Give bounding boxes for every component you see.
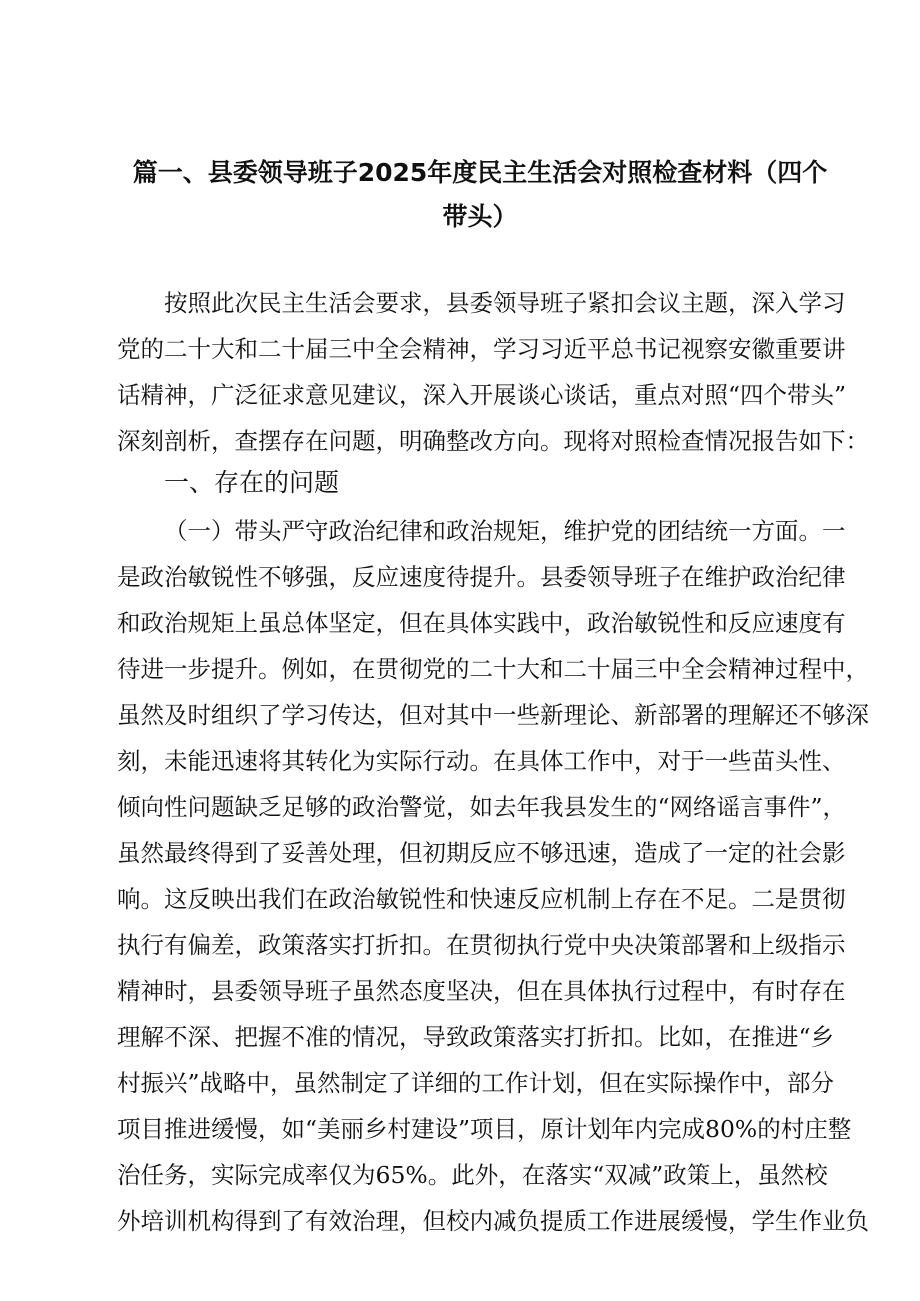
intro-paragraph-line: 党的二十大和二十届三中全会精神，学习习近平总书记视察安徽重要讲 xyxy=(117,335,846,363)
intro-paragraph-line: 深刻剖析，查摆存在问题，明确整改方向。现将对照检查情况报告如下： xyxy=(117,427,869,455)
section-paragraph-line: 村振兴”战略中，虽然制定了详细的工作计划，但在实际操作中，部分 xyxy=(117,1069,835,1097)
section-paragraph-line: 刻，未能迅速将其转化为实际行动。在具体工作中，对于一些苗头性、 xyxy=(117,747,846,775)
intro-paragraph-line: 按照此次民主生活会要求，县委领导班子紧扣会议主题，深入学习 xyxy=(164,289,846,317)
intro-paragraph-line: 话精神，广泛征求意见建议，深入开展谈心谈话，重点对照“四个带头” xyxy=(117,381,847,409)
section-paragraph-line: 是政治敏锐性不够强，反应速度待提升。县委领导班子在维护政治纪律 xyxy=(117,563,846,591)
section-paragraph-line: 倾向性问题缺乏足够的政治警觉，如去年我县发生的“网络谣言事件”， xyxy=(117,793,847,821)
section-paragraph-line: 治任务，实际完成率仅为65%。此外，在落实“双减”政策上，虽然校 xyxy=(117,1161,828,1189)
document-title-line-1: 篇一、县委领导班子2025年度民主生活会对照检查材料（四个 xyxy=(132,158,828,187)
section-paragraph-line: 执行有偏差，政策落实打折扣。在贯彻执行党中央决策部署和上级指示 xyxy=(117,931,846,959)
section-heading: 一、存在的问题 xyxy=(164,468,340,497)
section-paragraph-line: 和政治规矩上虽总体坚定，但在具体实践中，政治敏锐性和反应速度有 xyxy=(117,609,846,637)
section-paragraph-line: 响。这反映出我们在政治敏锐性和快速反应机制上存在不足。二是贯彻 xyxy=(117,885,846,913)
section-paragraph-line: 精神时，县委领导班子虽然态度坚决，但在具体执行过程中，有时存在 xyxy=(117,977,846,1005)
section-paragraph-line: 理解不深、把握不准的情况，导致政策落实打折扣。比如，在推进“乡 xyxy=(117,1023,835,1051)
section-paragraph-line: 虽然最终得到了妥善处理，但初期反应不够迅速，造成了一定的社会影 xyxy=(117,839,846,867)
section-paragraph-line: 项目推进缓慢，如“美丽乡村建设”项目，原计划年内完成80%的村庄整 xyxy=(117,1115,852,1143)
section-paragraph-line: 待进一步提升。例如，在贯彻党的二十大和二十届三中全会精神过程中， xyxy=(117,655,869,683)
section-paragraph-line: 外培训机构得到了有效治理，但校内减负提质工作进展缓慢，学生作业负 xyxy=(117,1207,869,1235)
section-paragraph-line: （一）带头严守政治纪律和政治规矩，维护党的团结统一方面。一 xyxy=(164,517,846,545)
document-title-line-2: 带头） xyxy=(442,202,518,231)
section-paragraph-line: 虽然及时组织了学习传达，但对其中一些新理论、新部署的理解还不够深 xyxy=(117,701,869,729)
